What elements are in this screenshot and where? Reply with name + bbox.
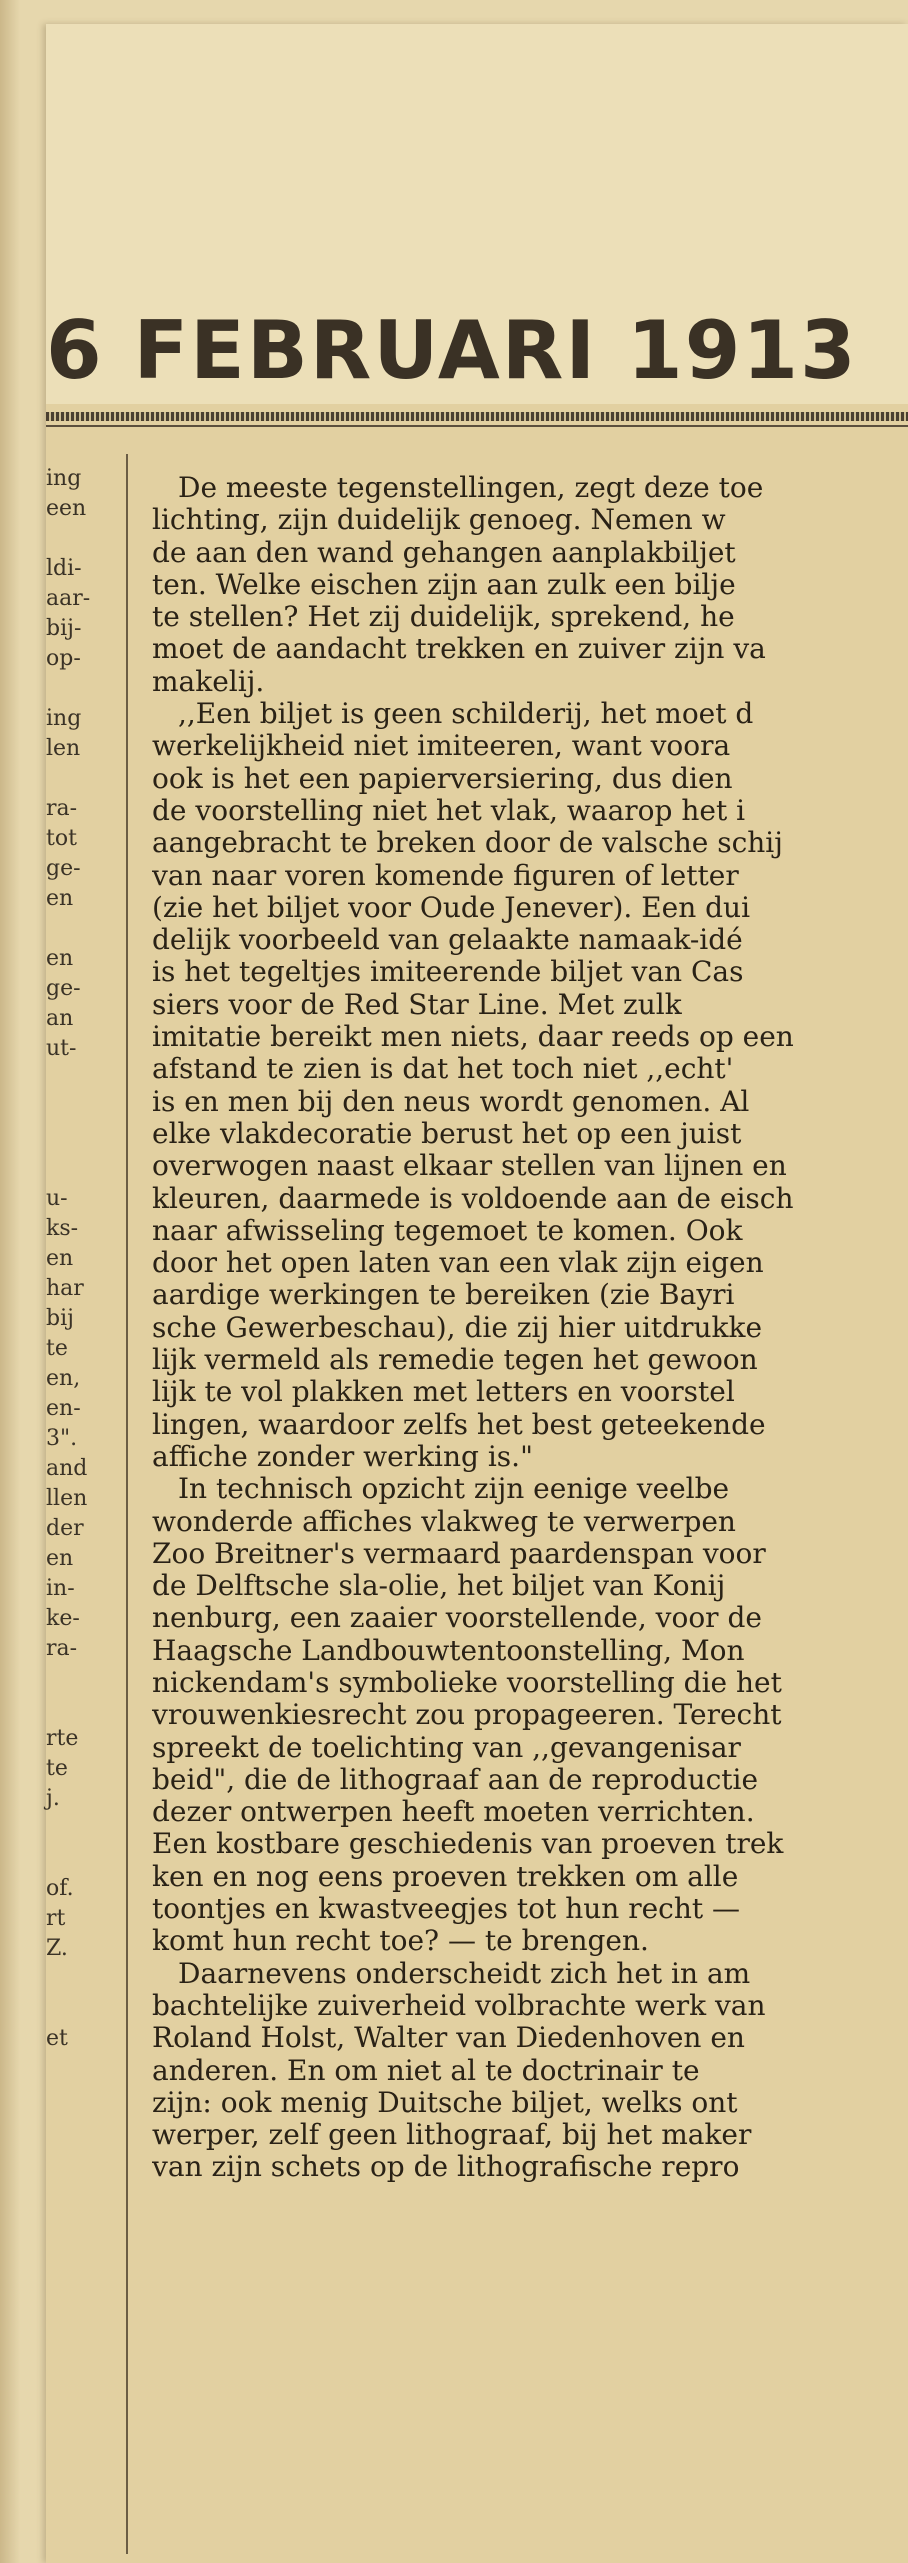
article-line: toontjes en kwastveegjes tot hun recht — [152, 1893, 741, 1926]
left-fragment [46, 674, 116, 704]
left-fragment: ge- [46, 976, 81, 1001]
article-line: naar afwisseling tegemoet te komen. Ook [152, 1214, 743, 1247]
left-fragment: j. [46, 1786, 60, 1811]
left-fragment: and [46, 1456, 88, 1481]
article-line: wonderde affiches vlakweg te verwerpen [152, 1505, 736, 1538]
article-line: kleuren, daarmede is voldoende aan de eisch [152, 1182, 794, 1215]
article-line: van zijn schets op de lithografische repro [152, 2151, 740, 2184]
article-line: ken en nog eens proeven trekken om alle [152, 1860, 739, 1893]
left-fragment [46, 764, 116, 794]
left-fragment: en, [46, 1366, 81, 1391]
article-line: moet de aandacht trekken en zuiver zijn va [152, 633, 766, 666]
article-line: komt hun recht toe? — te brengen. [152, 1925, 649, 1958]
article-line: door het open laten van een vlak zijn eigen [152, 1247, 764, 1280]
left-fragment: rte [46, 1726, 79, 1751]
article-line: de voorstelling niet het vlak, waarop het i [152, 794, 746, 827]
article-line: te stellen? Het zij duidelijk, sprekend, he [152, 601, 735, 634]
masthead-area [46, 24, 908, 404]
header-rule-thin [46, 425, 908, 427]
left-fragment: har [46, 1276, 84, 1301]
article-line: de Delftsche sla-olie, het biljet van Konij [152, 1570, 726, 1603]
left-fragment [46, 1814, 116, 1844]
article-line: elke vlakdecoratie berust het op een juist [152, 1117, 742, 1150]
article-line: imitatie bereikt men niets, daar reeds op een [152, 1021, 794, 1054]
article-line: afstand te zien is dat het toch niet ,,echt' [152, 1053, 734, 1086]
article-line: spreekt de toelichting van ,,gevangenisar [152, 1731, 741, 1764]
left-fragment: ra- [46, 1636, 78, 1661]
column-divider [126, 454, 128, 2554]
article-line: (zie het biljet voor Oude Jenever). Een dui [152, 891, 751, 924]
left-fragment [46, 1964, 116, 1994]
left-fragment: ing [46, 466, 82, 491]
article-line: bachtelijke zuiverheid volbrachte werk van [152, 1989, 766, 2022]
article-line: Een kostbare geschiedenis van proeven trek [152, 1828, 784, 1861]
article-line: sche Gewerbeschau), die zij hier uitdrukke [152, 1311, 763, 1344]
article-line: de aan den wand gehangen aanplakbiljet [152, 536, 736, 569]
left-fragment: te [46, 1336, 68, 1361]
article-line: ten. Welke eischen zijn aan zulk een bilje [152, 568, 736, 601]
article-line: beid", die de lithograaf aan de reproductie [152, 1763, 759, 1796]
article-line: Roland Holst, Walter van Diedenhoven en [152, 2022, 745, 2055]
left-fragment: ks- [46, 1216, 79, 1241]
left-fragment: ra- [46, 796, 78, 821]
left-fragment: ing [46, 706, 82, 731]
left-fragment: op- [46, 646, 81, 671]
left-fragment: en [46, 1546, 74, 1571]
article-line: is het tegeltjes imiteerende biljet van Cas [152, 956, 744, 989]
article-line: lichting, zijn duidelijk genoeg. Nemen w [152, 504, 726, 537]
article-line: werkelijkheid niet imiteeren, want voora [152, 730, 731, 763]
article-line: nenburg, een zaaier voorstellende, voor de [152, 1602, 762, 1635]
article-line: Daarnevens onderscheidt zich het in am [178, 1957, 751, 1990]
left-fragment: bij [46, 1306, 74, 1331]
left-fragment: der [46, 1516, 84, 1541]
article-line: zijn: ook menig Duitsche biljet, welks ont [152, 2086, 738, 2119]
left-fragment [46, 1664, 116, 1694]
article-line: vrouwenkiesrecht zou propageeren. Terecht [152, 1699, 782, 1732]
article-line: affiche zonder werking is." [152, 1440, 533, 1473]
article-line: In technisch opzicht zijn eenige veelbe [178, 1473, 730, 1506]
left-fragment: u- [46, 1186, 68, 1211]
header-rule [46, 412, 908, 421]
left-fragment [46, 1124, 116, 1154]
left-fragment: aar- [46, 586, 91, 611]
article-line: lijk te vol plakken met letters en voorstel [152, 1376, 735, 1409]
left-fragment: an [46, 1006, 74, 1031]
date-heading: 6 FEBRUARI 1913 [46, 304, 858, 397]
left-fragment: ge- [46, 856, 81, 881]
left-fragment: en [46, 886, 74, 911]
left-fragment: in- [46, 1576, 75, 1601]
article-line: is en men bij den neus wordt genomen. Al [152, 1085, 750, 1118]
article-line: Haagsche Landbouwtentoonstelling, Mon [152, 1634, 745, 1667]
background-edge [0, 0, 20, 2563]
left-fragment [46, 1694, 116, 1724]
left-fragment [46, 1154, 116, 1184]
article-line: Zoo Breitner's vermaard paardenspan voor [152, 1537, 766, 1570]
article-line: anderen. En om niet al te doctrinair te [152, 2054, 700, 2087]
article-line: overwogen naast elkaar stellen van lijnen en [152, 1150, 787, 1183]
left-fragment: ldi- [46, 556, 82, 581]
article-line: lijk vermeld als remedie tegen het gewoon [152, 1344, 758, 1377]
left-fragment: Z. [46, 1936, 68, 1961]
left-fragment [46, 1094, 116, 1124]
article-line: siers voor de Red Star Line. Met zulk [152, 988, 682, 1021]
left-fragment: bij- [46, 616, 82, 641]
left-fragment: llen [46, 1486, 88, 1511]
article-line: De meeste tegenstellingen, zegt deze toe [178, 472, 764, 504]
article-line: werper, zelf geen lithograaf, bij het maker [152, 2119, 752, 2152]
article-text [152, 472, 902, 2184]
article-line: van naar voren komende figuren of letter [152, 859, 739, 892]
left-fragment [46, 1064, 116, 1094]
left-fragment: en [46, 1246, 74, 1271]
article-line: delijk voorbeeld van gelaakte namaak-idé [152, 924, 743, 957]
newspaper-clipping [46, 24, 908, 2563]
left-fragment [46, 1844, 116, 1874]
left-column-fragments [46, 464, 116, 2054]
left-fragment: tot [46, 826, 77, 851]
article-line: nickendam's symbolieke voorstelling die het [152, 1666, 782, 1699]
article-line: aardige werkingen te bereiken (zie Bayri [152, 1279, 735, 1312]
left-fragment: en [46, 946, 74, 971]
left-fragment: ut- [46, 1036, 77, 1061]
left-fragment: len [46, 736, 81, 761]
left-fragment [46, 524, 116, 554]
left-fragment: te [46, 1756, 68, 1781]
left-fragment: et [46, 2026, 68, 2051]
left-fragment: rt [46, 1906, 66, 1931]
left-fragment [46, 1994, 116, 2024]
article-line: dezer ontwerpen heeft moeten verrichten. [152, 1796, 755, 1829]
article-line: ook is het een papierversiering, dus dien [152, 762, 733, 795]
left-fragment: ke- [46, 1606, 80, 1631]
article-line: aangebracht te breken door de valsche schij [152, 827, 783, 860]
left-fragment: of. [46, 1876, 74, 1901]
left-fragment [46, 914, 116, 944]
article-line: makelij. [152, 665, 265, 698]
article-line: ,,Een biljet is geen schilderij, het moet d [178, 698, 754, 731]
left-fragment: een [46, 496, 87, 521]
left-fragment: 3". [46, 1426, 78, 1451]
article-line: lingen, waardoor zelfs het best geteekende [152, 1408, 766, 1441]
left-fragment: en- [46, 1396, 81, 1421]
